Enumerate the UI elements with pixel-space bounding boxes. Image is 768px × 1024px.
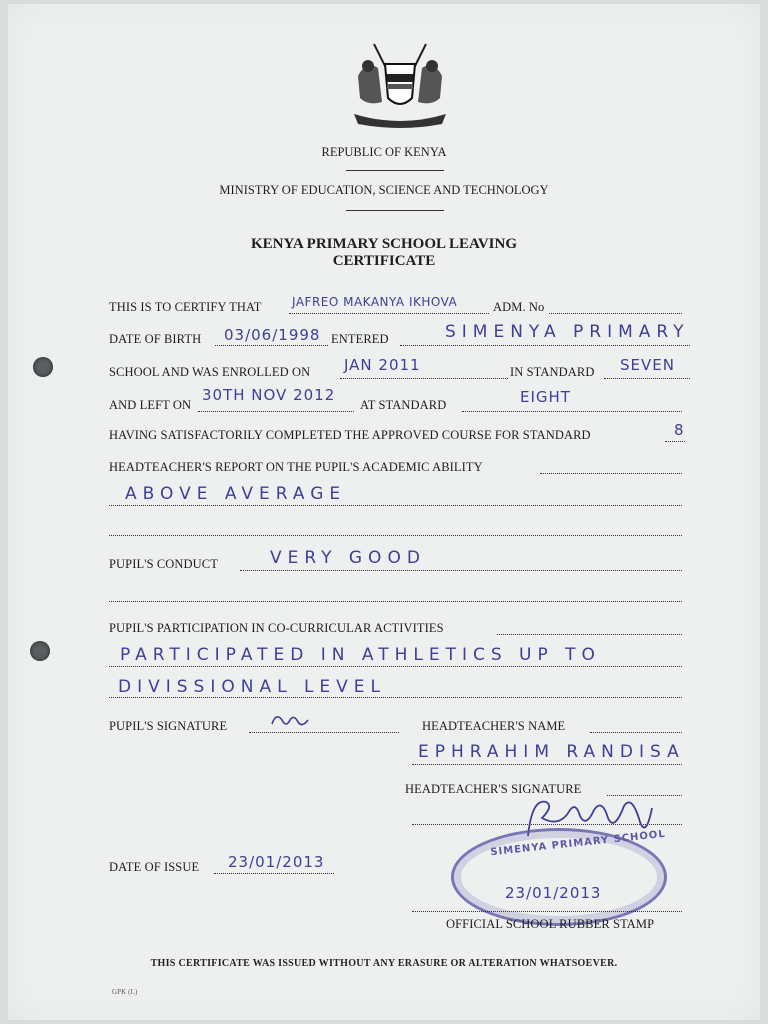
cocurricular-label: PUPIL'S PARTICIPATION IN CO-CURRICULAR ACTIVITIES — [109, 621, 444, 635]
headteacher-name-line-2 — [412, 764, 682, 765]
dob-label: DATE OF BIRTH — [109, 332, 202, 346]
pupil-signature-line — [249, 732, 399, 733]
stamp-inner-text: SIMENYA PRIMARY SCHOOL — [489, 828, 667, 859]
report-line-1 — [109, 505, 682, 506]
school-field-line — [400, 345, 690, 346]
stamp-field-line — [412, 911, 682, 912]
left-label: AND LEFT ON — [109, 398, 192, 412]
divider — [346, 210, 444, 211]
at-standard-label: AT STANDARD — [360, 398, 447, 412]
enrolled-field-line — [340, 378, 508, 379]
stamp-date-value: 23/01/2013 — [505, 884, 602, 902]
at-standard-field-line — [462, 411, 682, 412]
completed-label: HAVING SATISFACTORILY COMPLETED THE APPROVED COURSE FOR STANDARD — [109, 428, 591, 442]
adm-field-line — [549, 313, 682, 314]
pupil-signature-label: PUPIL'S SIGNATURE — [109, 719, 228, 733]
punch-hole — [30, 641, 50, 661]
conduct-line-2 — [109, 601, 682, 602]
pupil-name-value: JAFREO MAKANYA IKHOVA — [292, 295, 458, 309]
adm-label: ADM. No — [493, 300, 545, 314]
enrolled-date-value: JAN 2011 — [344, 356, 421, 374]
issue-field-line — [214, 873, 334, 874]
cocurricular-line-2 — [109, 697, 682, 698]
report-line-2 — [109, 535, 682, 536]
completed-standard-value: 8 — [674, 421, 685, 439]
conduct-label: PUPIL'S CONDUCT — [109, 557, 218, 571]
issue-date-value: 23/01/2013 — [228, 853, 325, 871]
standard-in-value: SEVEN — [620, 356, 675, 374]
school-name-value: SIMENYA PRIMARY — [445, 322, 690, 342]
certificate-title: KENYA PRIMARY SCHOOL LEAVING — [250, 236, 518, 252]
left-field-line — [198, 411, 354, 412]
ministry-heading: MINISTRY OF EDUCATION, SCIENCE AND TECHNOLOGY — [219, 183, 549, 197]
entered-label: ENTERED — [331, 332, 389, 346]
enrolled-label: SCHOOL AND WAS ENROLLED ON — [109, 365, 311, 379]
cocurricular-value-line2: DIVISSIONAL LEVEL — [118, 677, 386, 697]
conduct-field-line — [240, 570, 682, 571]
conduct-value: VERY GOOD — [270, 548, 426, 568]
punch-hole — [33, 357, 53, 377]
cocurricular-line-1 — [109, 666, 682, 667]
headteacher-name-label: HEADTEACHER'S NAME — [422, 719, 566, 733]
cocurricular-field-line — [497, 634, 682, 635]
form-code: GPK (L) — [112, 988, 138, 996]
coat-of-arms-icon — [344, 36, 456, 130]
pupil-signature-mark — [268, 710, 314, 732]
stamp-label: OFFICIAL SCHOOL RUBBER STAMP — [446, 917, 655, 931]
left-date-value: 30TH NOV 2012 — [202, 386, 336, 404]
certificate-footer-note: THIS CERTIFICATE WAS ISSUED WITHOUT ANY ERASURE OR ALTERATION WHATSOEVER. — [150, 958, 618, 969]
certificate-title-line2: CERTIFICATE — [332, 253, 436, 269]
completed-field-line — [665, 441, 685, 442]
name-field-line — [289, 313, 489, 314]
headteacher-name-line — [590, 732, 682, 733]
standard-in-field-line — [604, 378, 690, 379]
report-label: HEADTEACHER'S REPORT ON THE PUPIL'S ACADEMIC ABILITY — [109, 460, 483, 474]
cocurricular-value-line1: PARTICIPATED IN ATHLETICS UP TO — [120, 645, 601, 665]
report-value: ABOVE AVERAGE — [125, 484, 347, 504]
standard-in-label: IN STANDARD — [510, 365, 595, 379]
republic-heading: REPUBLIC OF KENYA — [321, 145, 447, 159]
dob-field-line — [215, 345, 328, 346]
certify-label: THIS IS TO CERTIFY THAT — [109, 300, 262, 314]
issue-label: DATE OF ISSUE — [109, 860, 200, 874]
report-field-line — [540, 473, 682, 474]
at-standard-value: EIGHT — [520, 388, 571, 406]
headteacher-signature-label: HEADTEACHER'S SIGNATURE — [405, 782, 582, 796]
headteacher-name-value: EPHRAHIM RANDISA — [418, 742, 685, 762]
dob-value: 03/06/1998 — [224, 326, 321, 344]
divider — [346, 170, 444, 171]
